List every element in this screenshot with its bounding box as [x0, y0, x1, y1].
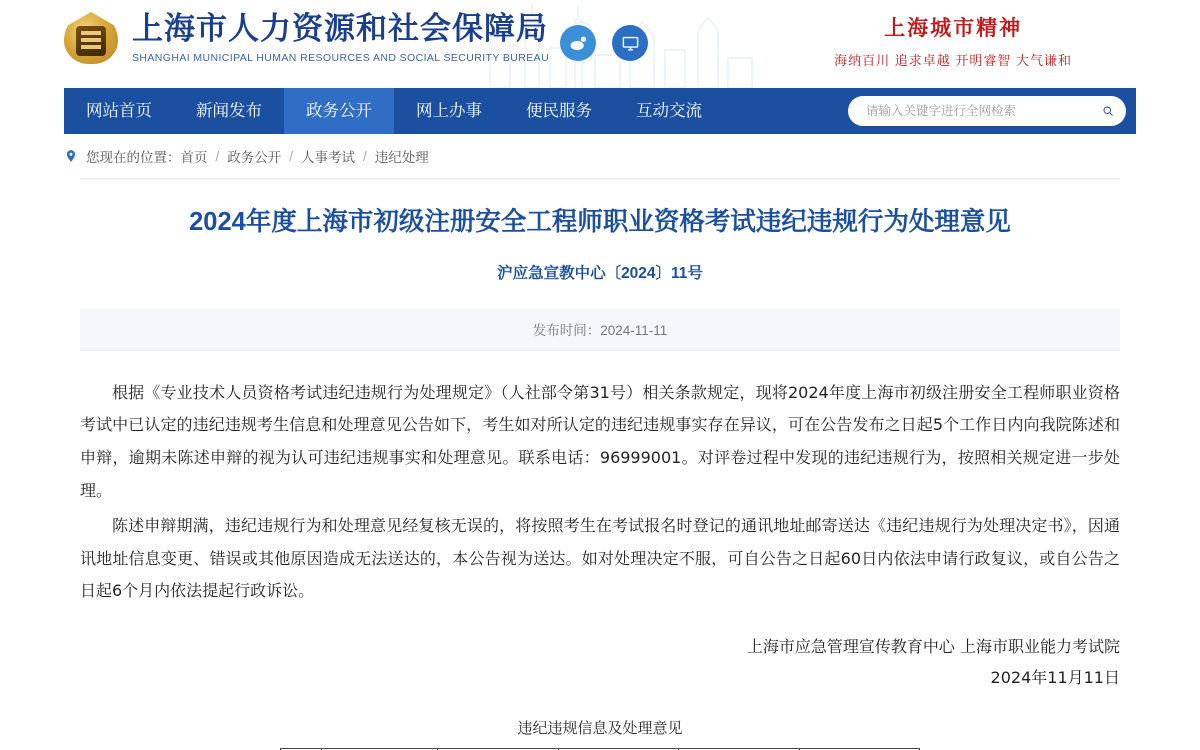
nav-item-government-affairs[interactable]: 政务公开	[284, 88, 394, 134]
breadcrumb-item-government-affairs[interactable]: 政务公开	[227, 150, 282, 165]
search-input[interactable]	[864, 103, 1096, 119]
breadcrumb-label: 您现在的位置：	[86, 150, 181, 165]
publish-time-bar: 发布时间：2024-11-11	[80, 309, 1120, 351]
city-spirit-slogan	[834, 12, 1072, 69]
page-title: 2024年度上海市初级注册安全工程师职业资格考试违纪违规行为处理意见	[189, 208, 1011, 236]
nav-item-news[interactable]: 新闻发布	[196, 102, 262, 120]
breadcrumb-separator: /	[363, 148, 367, 164]
weibo-icon[interactable]	[560, 25, 596, 61]
government-emblem-icon	[64, 10, 118, 66]
site-logo[interactable]	[64, 10, 549, 66]
monitor-icon[interactable]	[612, 25, 648, 61]
spirit-title: 上海城市精神	[884, 15, 1023, 40]
nav-item-online-service[interactable]: 网上办事	[416, 102, 482, 120]
search-button[interactable]	[1096, 99, 1120, 123]
breadcrumb-separator: /	[289, 148, 294, 164]
social-icons	[560, 25, 648, 61]
document-number: 沪应急宣教中心〔2024〕11号	[497, 264, 703, 282]
document-body	[80, 178, 1120, 750]
signature-date: 2024年11月11日	[990, 667, 1120, 687]
signature-organization: 上海市应急管理宣传教育中心 上海市职业能力考试院	[746, 637, 1120, 657]
main-navigation	[64, 88, 1136, 134]
paragraph-2: 陈述申辩期满，违纪违规行为和处理意见经复核无误的，将按照考生在考试报名时登记的通讯地址邮寄送达《违纪违规行为处理决定书》，因通讯地址信息变更、错误或其他原因造成无法送达的，本公告视为送达。如对处理决定不服，可自公告之日起60日内依法申请行政复议，或自公告之日起6个月内依法提起行政诉讼。	[80, 515, 1120, 601]
table-caption: 违纪违规信息及处理意见	[517, 719, 683, 738]
location-pin-icon	[64, 148, 78, 164]
site-header	[0, 0, 1200, 88]
breadcrumb	[64, 134, 1136, 178]
search-icon	[1102, 101, 1114, 121]
breadcrumb-item-home[interactable]: 首页	[180, 150, 208, 165]
paragraph-1: 根据《专业技术人员资格考试违纪违规行为处理规定》（人社部令第31号）相关条款规定，现将2024年度上海市初级注册安全工程师职业资格考试中已认定的违纪违规考生信息和处理意见公告如下，考生如对所认定的违纪违规事实存在异议，可在公告发布之日起5个工作日内向我院陈述和申辩，逾期未陈述申辩的视为认可违纪违规事实和处理意见。联系电话：96999001。对评卷过程中发现的违纪违规行为，按照相关规定进一步处理。	[80, 382, 1120, 501]
document-signature	[80, 632, 1120, 693]
spirit-subtitle: 海纳百川 追求卓越 开明睿智 大气谦和	[834, 53, 1072, 68]
org-name-en: SHANGHAI MUNICIPAL HUMAN RESOURCES AND SOCIAL SECURITY BUREAU	[132, 51, 550, 64]
org-name-cn: 上海市人力资源和社会保障局	[132, 11, 548, 47]
nav-item-interaction[interactable]: 互动交流	[636, 102, 702, 120]
breadcrumb-item-violation-handling[interactable]: 违纪处理	[374, 150, 429, 165]
document-content	[80, 377, 1120, 609]
search-box[interactable]	[848, 96, 1126, 126]
breadcrumb-separator: /	[215, 148, 220, 164]
breadcrumb-item-personnel-exam[interactable]: 人事考试	[301, 150, 356, 165]
nav-item-convenience-service[interactable]: 便民服务	[526, 102, 592, 120]
nav-item-home[interactable]: 网站首页	[86, 102, 152, 120]
